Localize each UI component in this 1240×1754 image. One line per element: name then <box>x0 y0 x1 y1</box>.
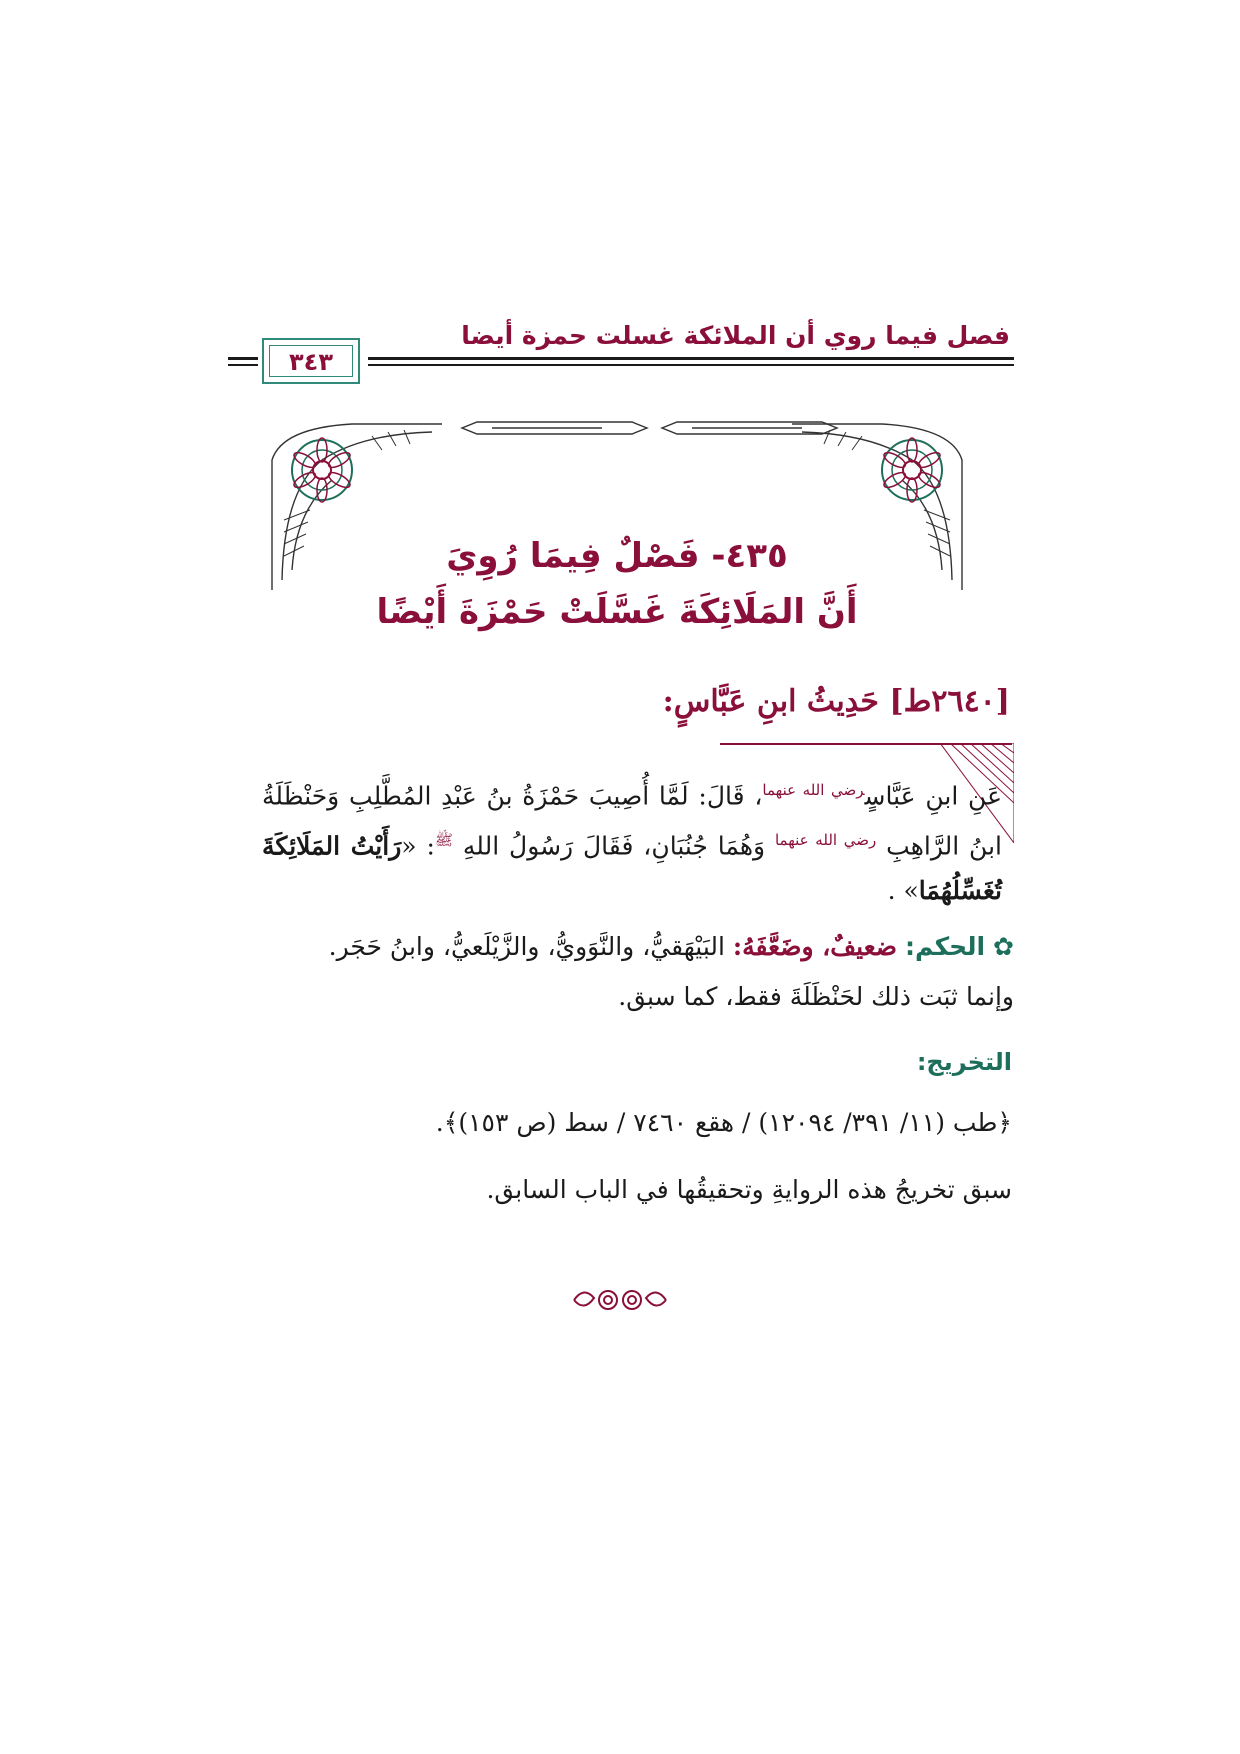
running-header: فصل فيما روي أن الملائكة غسلت حمزة أيضا <box>461 321 1010 350</box>
end-ornament <box>570 1280 670 1320</box>
takhrij-heading: التخريج: <box>916 1048 1012 1076</box>
page-number: ٣٤٣ <box>289 348 333 376</box>
hadith-text-part1: عَنِ ابنِ عَبَّاسٍ <box>864 781 1003 811</box>
hadith-quote: رَأَيْتُ المَلَائِكَةَ تُغَسِّلُهُمَا <box>262 831 1002 905</box>
ruling-label: الحكم: <box>904 932 986 961</box>
hadith-label: [٢٦٤٠ط] حَدِيثُ ابنِ عَبَّاسٍ: <box>662 684 1010 719</box>
takhrij-sources: ﴿طب (١١/ ٣٩١/ ١٢٠٩٤) / هقع ٧٤٦٠ / سط (ص ١٥٣)﴾. <box>435 1108 1012 1137</box>
hadith-text <box>262 768 1002 913</box>
takhrij-note: سبق تخريجُ هذه الروايةِ وتحقيقُها في الباب السابق. <box>486 1175 1012 1204</box>
honorific-mark-2: رضي الله عنهما <box>774 831 877 850</box>
ruling-scholars: البَيْهَقيُّ، والنَّوَويُّ، والزَّيْلَعيُّ، وابنُ حَجَر. <box>328 932 725 961</box>
header-rule-left-bottom <box>228 364 258 366</box>
ruling-note: وإنما ثبَت ذلك لحَنْظَلَةَ فقط، كما سبق. <box>618 982 1014 1011</box>
ruling-verdict: ضعيفٌ، وضَعَّفَهُ: <box>732 932 898 961</box>
hadith-text-part3: وَهُمَا جُنُبَانِ، فَقَالَ رَسُولُ اللهِ <box>462 831 766 861</box>
header-rule-left-top <box>228 357 258 360</box>
ruling-line <box>228 922 1014 972</box>
chapter-title-line1: ٤٣٥- فَصْلٌ فِيمَا رُوِيَ <box>446 536 788 576</box>
prophet-honorific: ﷺ <box>434 831 454 850</box>
ruling-icon: ✿ <box>993 932 1014 961</box>
chapter-title <box>262 528 972 640</box>
chapter-title-line2: أَنَّ المَلَائِكَةَ غَسَّلَتْ حَمْزَةَ أَيْضًا <box>376 592 858 632</box>
page-number-box <box>262 338 360 384</box>
hadith-text-end: » . <box>887 875 919 905</box>
hadith-text-part4: : « <box>401 831 435 861</box>
honorific-mark: رضي الله عنهما <box>762 781 865 799</box>
header-rule-top <box>368 357 1014 360</box>
hadith-text-part2: ، قَالَ: لَمَّا أُصِيبَ حَمْزَةُ بنُ عَبْدِ المُطَّلِبِ وَحَنْظَلَةُ ابنُ الرَّاهِبِ <box>262 781 1002 861</box>
header-rule-bottom <box>368 364 1014 366</box>
ruling-block <box>228 922 1014 1022</box>
